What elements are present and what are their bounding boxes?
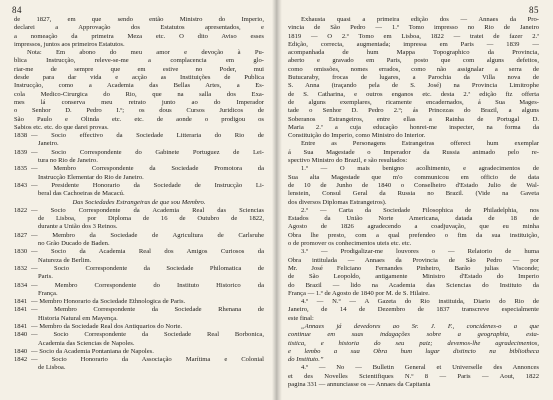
membership-entry-line <box>14 248 264 256</box>
membership-entry-line <box>14 340 264 348</box>
text-line: São Paulo e Olinda etc. etc. de aonde o prodigou os <box>14 115 264 123</box>
text-line: Obra lhe presto, com a qual prefendeo o fim da sua instituição, <box>288 231 539 239</box>
text-line: de S. Catharina, e outros enganos etc. desta 2.ª edição fiz offerta <box>288 90 539 98</box>
entry-year: 1841 <box>14 298 28 306</box>
entry-year: 1822 <box>14 206 28 214</box>
entry-text: tura no Rio de Janeiro. <box>38 157 98 165</box>
text-line: blica Instrucção, releve-se-me a complacencia em glo- <box>14 57 264 65</box>
entry-year: 1830 <box>14 248 28 256</box>
text-line: Butucaraby, frocas de lugares, a Parochia da Villa nova de <box>288 74 539 82</box>
right-page-content <box>288 16 539 389</box>
entry-text: — Membro da Sociedade Real dos Antiquarios do Norte. <box>31 322 183 330</box>
entry-year <box>14 140 31 148</box>
text-line: de São Leopoldo, antigamente Ministro d'Estado do Imperio <box>288 273 539 281</box>
text-line: do Instituto.” <box>288 356 324 364</box>
text-line: Nota: Em abono do meu amor e devoção à Pu- <box>27 49 264 57</box>
text-line: de 10 de Junho de 1840 o Conselheiro d'Estado Julio de Wal- <box>288 181 539 189</box>
text-line: desde para dar vida e acção as Instituições de Publica <box>14 74 264 82</box>
membership-entry-line <box>14 207 264 215</box>
membership-entry-line <box>14 273 264 281</box>
text-line: este final: <box>288 314 314 322</box>
entry-year: 1840 <box>14 331 28 339</box>
text-line: „Annaes já devedores ao Sr. J. F., concidenes-o a que <box>301 322 539 330</box>
entry-text: beral das Cachoeiras de Macacú. <box>38 190 125 198</box>
entry-text: no Grão Ducado de Baden. <box>38 240 110 248</box>
text-line: e lembo a sua Obra hum lugar distincto na bibliotheca <box>288 347 539 355</box>
membership-entry-line <box>14 306 264 314</box>
text-line: dos diversos Diplomas Estrangeiros). <box>288 198 387 206</box>
entry-text: — Membro Honorario da Sociedade Ethnologica de Paris. <box>31 298 186 306</box>
entry-year <box>14 364 31 372</box>
entry-year <box>14 190 31 198</box>
text-line: França — 1.º de Agosto de 1840 por M. de S. Hilaire. <box>288 289 430 297</box>
membership-entry-line <box>14 232 264 240</box>
entry-text: — Socio effectivo da Sociedade Litteraria do Rio de <box>31 132 264 140</box>
entry-year: 1839 <box>14 148 28 156</box>
text-line: de 1827, em que sendo então Ministro do Imperio, <box>14 16 264 23</box>
entry-text: — Socio da Academia Real dos Amigos Curiosos da <box>31 248 264 256</box>
text-line: Entre as Personagens Estrangeiras offereci hum exemplar <box>301 140 539 148</box>
membership-entry-line <box>14 190 264 198</box>
entry-year <box>14 215 31 223</box>
membership-entry-line <box>14 174 264 182</box>
entry-text: de Lisboa. <box>38 364 66 372</box>
text-line: Instrucção, como a Academia das Bellas Artes, a Es- <box>14 82 264 90</box>
membership-entry-line <box>14 149 264 157</box>
entry-text: — Socio Correspondente da Academia Real das Sciencias <box>31 206 264 214</box>
text-line: Mr. José Feliciano Fernandes Pinheiro, Barão julias Visconde; <box>288 264 539 272</box>
entry-year: 1832 <box>14 264 28 272</box>
membership-entry-line <box>14 182 264 190</box>
entry-year: 1841 <box>14 322 28 330</box>
membership-entry-line <box>14 315 264 323</box>
text-line: acompanhada de hum Mappa Topographico da Provincia, <box>288 49 539 57</box>
text-line: 4.º — N.º — A Gazeta do Rio instituida, Diario do Rio de <box>301 298 539 306</box>
entry-year: 1842 <box>14 356 28 364</box>
entry-text: — Presidente Honorario da Sociedade de Instrucção Li- <box>31 181 264 189</box>
entry-year: 1835 <box>14 165 28 173</box>
membership-entry-line <box>14 165 264 173</box>
text-line: cola Medico-Cirurgica do Rio, que na salla dos Exa- <box>14 90 264 98</box>
left-page <box>0 0 276 400</box>
text-line: como omissões, nomes errados, como não assignalar a serra de <box>288 65 539 73</box>
membership-entry-line <box>14 257 264 265</box>
text-line: pagina 331 — annunciasse os — Annaes da Capitania <box>288 381 431 389</box>
entry-text: Paris. <box>38 273 53 281</box>
entry-year: 1827 <box>14 231 28 239</box>
membership-entry-line <box>14 331 264 339</box>
entry-text: — Membro Correspondente da Sociedade Rhenana de <box>31 306 264 314</box>
membership-entry-line <box>14 140 264 148</box>
entry-text: — Membro da Sociedade de Agricultura de Carlsruhe <box>31 231 264 239</box>
entry-text: — Socio Correspondente do Gabinete Portuguez de Lei- <box>31 148 264 156</box>
page-number-left: 84 <box>12 5 22 15</box>
text-line: tade o Senhor D. Pedro 2.º; ás Princezas do Brazil, a alguns <box>288 107 539 115</box>
text-line: Agosto de 1826 agradecendo a coadjuvação, que eu minha <box>288 223 539 231</box>
right-page <box>276 0 553 400</box>
text-line: spectivo Ministro do Brazil, e são resultados: <box>288 157 408 165</box>
text-line: impressos, juntos aos primeiros Estatutos. <box>14 40 125 48</box>
entry-year: 1838 <box>14 132 28 140</box>
entry-text: — Socio Honorario da Associação Marítima e Colonial <box>31 356 264 364</box>
text-line: Janeiro, de 14 de Dezembro de 1837 transcreve especialmente <box>288 306 539 314</box>
entry-text: Janeiro. <box>38 140 59 148</box>
left-page-content <box>14 16 264 373</box>
entry-text: Instrucção Elementar do Rio de Janeiro. <box>38 173 144 181</box>
entry-text: — Membro Correspondente do Instituto Historico da <box>31 281 264 289</box>
text-line: continue em suas indagações sobre a geographia, esta- <box>288 331 539 339</box>
text-line: do Brazil — lido na Academia das Sciencias do Instituto da <box>288 281 539 289</box>
text-line: 1819 — O 2.º Tomo em Lisboa, 1822 — tratei de fazer 2.ª <box>288 32 539 40</box>
text-line: 4.º — No — Bulletin General et Universelle des Annonces <box>301 364 539 372</box>
membership-entry-line <box>14 240 264 248</box>
text-line: Obra intitulada — Annaes da Provincia de São Pedro — por <box>288 256 539 264</box>
membership-entry-line <box>14 364 264 372</box>
membership-entry-line <box>14 282 264 290</box>
entry-year <box>14 273 31 281</box>
text-line: lenstein, Consul Geral da Russia no Brazil. (Vide na Gaveta <box>288 190 539 198</box>
membership-entry-line <box>14 215 264 223</box>
text-line: Exhausta quasi a primeira edição dos — Annaes da Pro- <box>301 16 539 23</box>
membership-entry-line <box>14 356 264 364</box>
membership-entry-line <box>14 323 264 331</box>
text-line: de alguns exemplares, ricamente encadernados, á Sua Mages- <box>288 98 539 106</box>
entry-year <box>14 340 31 348</box>
membership-entry-line <box>14 223 264 231</box>
page-number-right: 85 <box>529 5 539 15</box>
entry-year <box>14 240 31 248</box>
text-line: á Sua Magestade o Imperador da Russia animado pelo re- <box>288 148 539 156</box>
text-line: o Senhor D. Pedro I.º; os dous Cursos Juridicos de <box>14 107 264 115</box>
entry-year <box>14 157 31 165</box>
entry-year: 1834 <box>14 281 28 289</box>
membership-entry-line <box>14 132 264 140</box>
membership-entry-line <box>14 265 264 273</box>
text-line: Edição, correcta, augmentada; impressa em Paris — 1839 — <box>288 40 539 48</box>
text-line: Estados da União Norte Americana, datada de 18 de <box>288 215 539 223</box>
entry-year <box>14 174 31 182</box>
text-line: Soberanos Estrangeiros, entre ellas a Rainha de Portugal D. <box>288 115 539 123</box>
entry-text: Historia Natural em Mayença. <box>38 314 118 322</box>
entry-text: França. <box>38 289 58 297</box>
entry-text: — Socio Correspondente da Sociedade Real Borbonica, <box>31 331 264 339</box>
text-line: o de promover os conhecimentos uteis etc. etc. <box>288 240 412 248</box>
text-line: riar-me de sempre que em estive no Poder, mui <box>14 65 264 73</box>
text-line: vincia de São Pedro — 1.º Tomo impresso no Rio de Janeiro <box>288 24 539 32</box>
membership-entry-line <box>14 290 264 298</box>
membership-entry-line <box>14 298 264 306</box>
text-line: tistica, e historia do seu paiz; devemos-lhe agradecimentos, <box>288 339 539 347</box>
entry-text: de Lisboa, por Diploma de 16 de Outubro de 1822, <box>38 215 264 223</box>
entry-year: 1840 <box>14 347 28 355</box>
text-line: Maria 2.ª a cuja educação honrei-me inspecter, na forma da <box>288 123 539 131</box>
entry-text: — Membro Correspondente da Sociedade Promotora da <box>31 165 264 173</box>
text-line: Constituição do Imperio, como Ministro do Interior. <box>288 132 426 140</box>
entry-year <box>14 257 31 265</box>
entry-year: 1841 <box>14 306 28 314</box>
text-line: 3.º — Prodigalizar-me louvores o — Relatorio de huma <box>301 248 539 256</box>
entry-year: 1843 <box>14 181 28 189</box>
entry-year <box>14 315 31 323</box>
text-line: 2.º — Carta da Sociedade Filosophica de Philadelphia, nos <box>301 206 539 214</box>
text-line: et des Novelles Scientifiques N.º 8 — Paris — Aout, 1822 <box>288 372 539 380</box>
text-line: declarei a Approvação dos Estatutos apresentados, e <box>14 24 264 32</box>
entry-year <box>14 223 31 231</box>
text-line: 1.º — O mais benigno acolhimento, e agradecimentos de <box>301 165 539 173</box>
text-line: Sua alta Magestade que m'o communicou em officio de data <box>288 173 539 181</box>
text-line: mes lá conserva meu retrato junto ao do Imperador <box>14 98 264 106</box>
text-line: S. Anna (traçando pela de S. José) na Provincia Limitrophe <box>288 82 539 90</box>
entry-text: — Socio Correspondente da Sociedade Philomatica de <box>31 264 264 272</box>
text-line: aberto e gravado em Paris, posto que com alguns defeitos, <box>288 57 539 65</box>
entry-text: Natureza de Berlim. <box>38 256 92 264</box>
text-line: a nomeação da primeira Meza etc. O dito Aviso esses <box>14 32 264 40</box>
entry-text: — Socio da Academia Pontaniana de Napoles. <box>31 347 154 355</box>
text-line: Sabios etc. etc. do que darei provas. <box>14 123 109 131</box>
membership-entry-line <box>14 348 264 356</box>
entry-text: durante a União dos 3 Reinos. <box>38 223 118 231</box>
entry-year <box>14 290 31 298</box>
section-heading: Das Sociedades Estrangeiras de que sou Membro. <box>72 198 206 206</box>
entry-text: Academia das Sciencias de Napoles. <box>38 339 135 347</box>
membership-entry-line <box>14 157 264 165</box>
